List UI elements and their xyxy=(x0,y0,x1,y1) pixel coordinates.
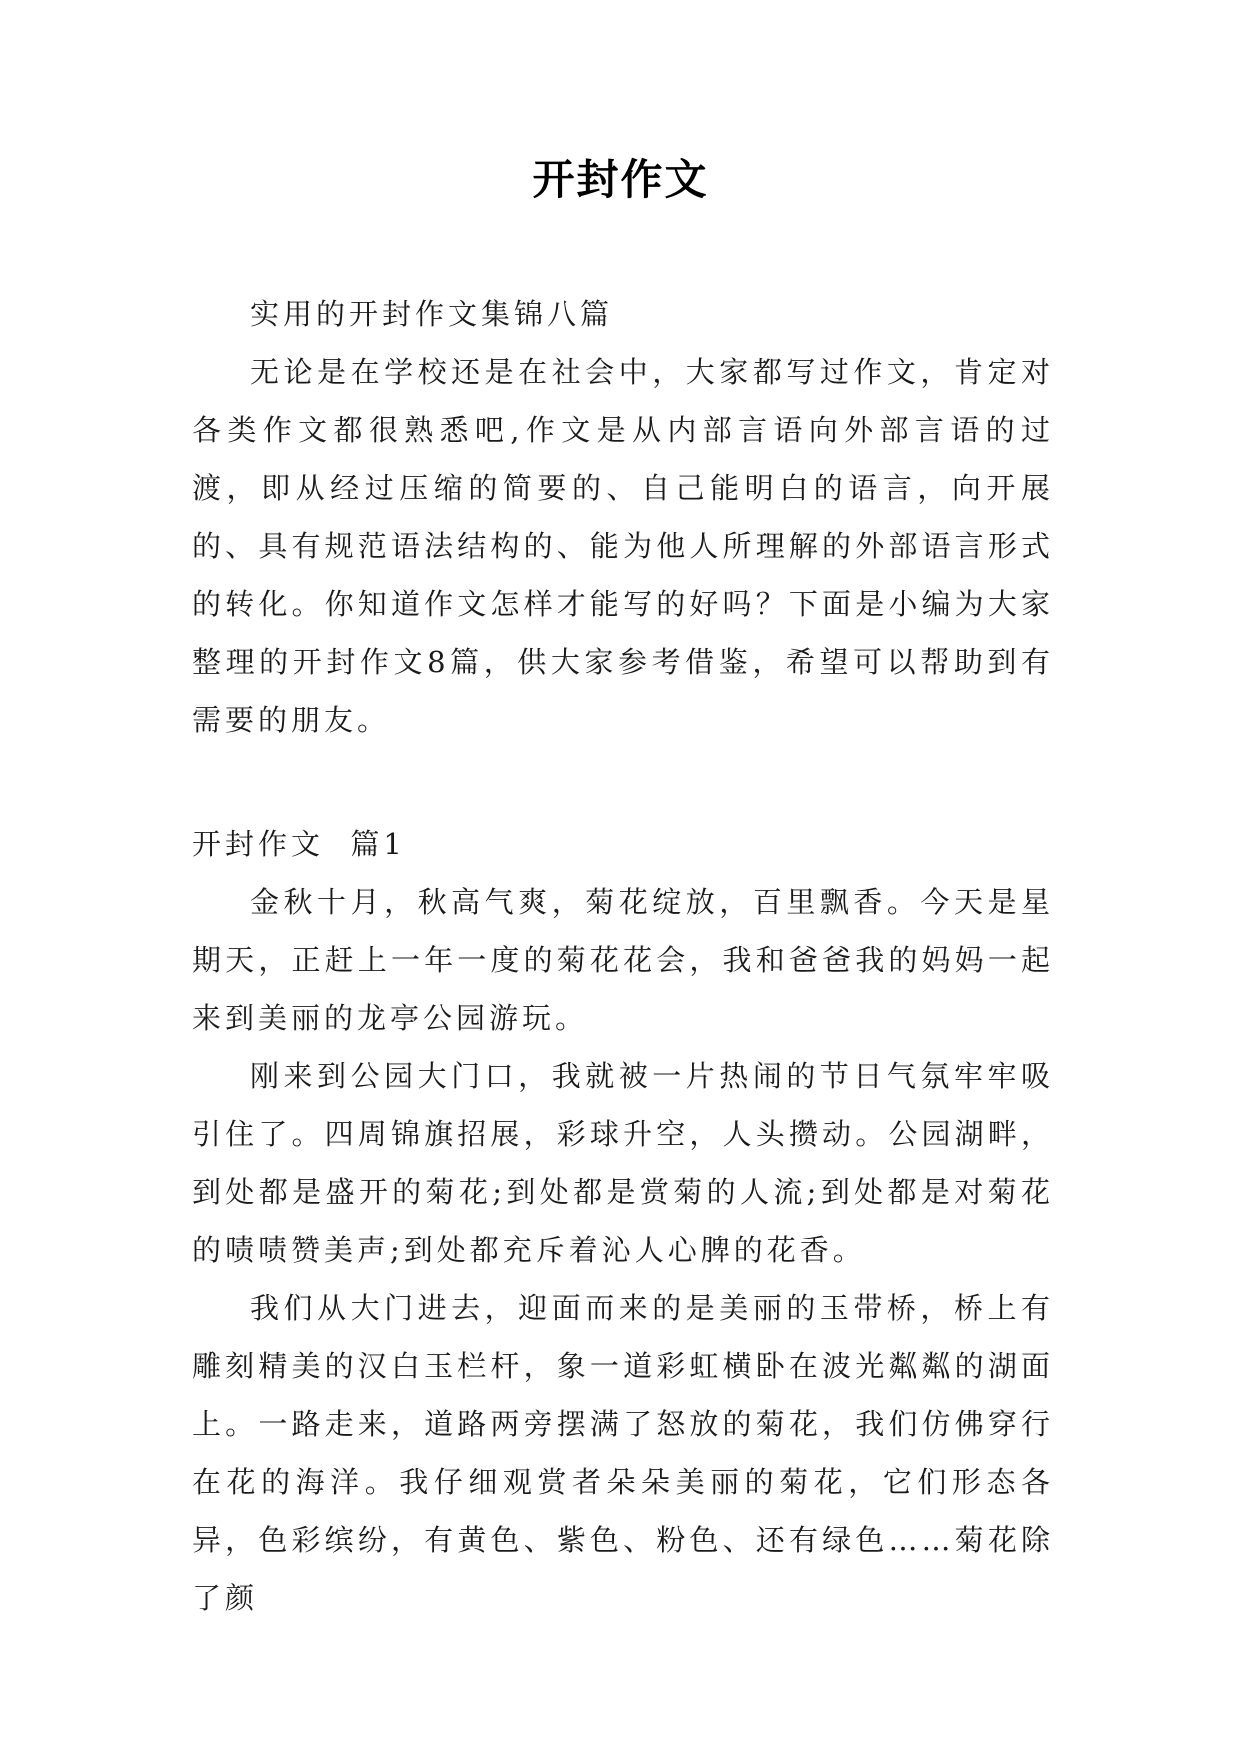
document-title: 开封作文 xyxy=(532,155,709,204)
subtitle: 实用的开封作文集锦八篇 xyxy=(250,297,614,331)
essay-section-1 xyxy=(192,815,1054,1627)
essay-paragraph: 我们从大门进去，迎面而来的是美丽的玉带桥，桥上有雕刻精美的汉白玉栏杆，象一道彩虹横卧在波光粼粼的湖面上。一路走来，道路两旁摆满了怒放的菊花，我们仿佛穿行在花的海洋。我仔细观赏者朵朵美丽的菊花，它们形态各异，色彩缤纷，有黄色、紫色、粉色、还有绿色……菊花除了颜 xyxy=(192,1291,1054,1615)
intro-paragraph: 无论是在学校还是在社会中，大家都写过作文，肯定对各类作文都很熟悉吧,作文是从内部言语向外部言语的过渡，即从经过压缩的简要的、自己能明白的语言，向开展的、具有规范语法结构的、能为他人所理解的外部语言形式的转化。你知道作文怎样才能写的好吗？下面是小编为大家整理的开封作文8篇，供大家参考借鉴，希望可以帮助到有需要的朋友。 xyxy=(192,355,1054,737)
essay-paragraph: 金秋十月，秋高气爽，菊花绽放，百里飘香。今天是星期天，正赶上一年一度的菊花花会，我和爸爸我的妈妈一起来到美丽的龙亭公园游玩。 xyxy=(192,885,1054,1035)
section-heading: 开封作文 篇1 xyxy=(192,827,406,861)
intro-block xyxy=(192,285,1054,749)
essay-paragraph: 刚来到公园大门口，我就被一片热闹的节日气氛牢牢吸引住了。四周锦旗招展，彩球升空，人头攒动。公园湖畔，到处都是盛开的菊花;到处都是赏菊的人流;到处都是对菊花的啧啧赞美声;到处都充斥着沁人心脾的花香。 xyxy=(192,1059,1054,1267)
